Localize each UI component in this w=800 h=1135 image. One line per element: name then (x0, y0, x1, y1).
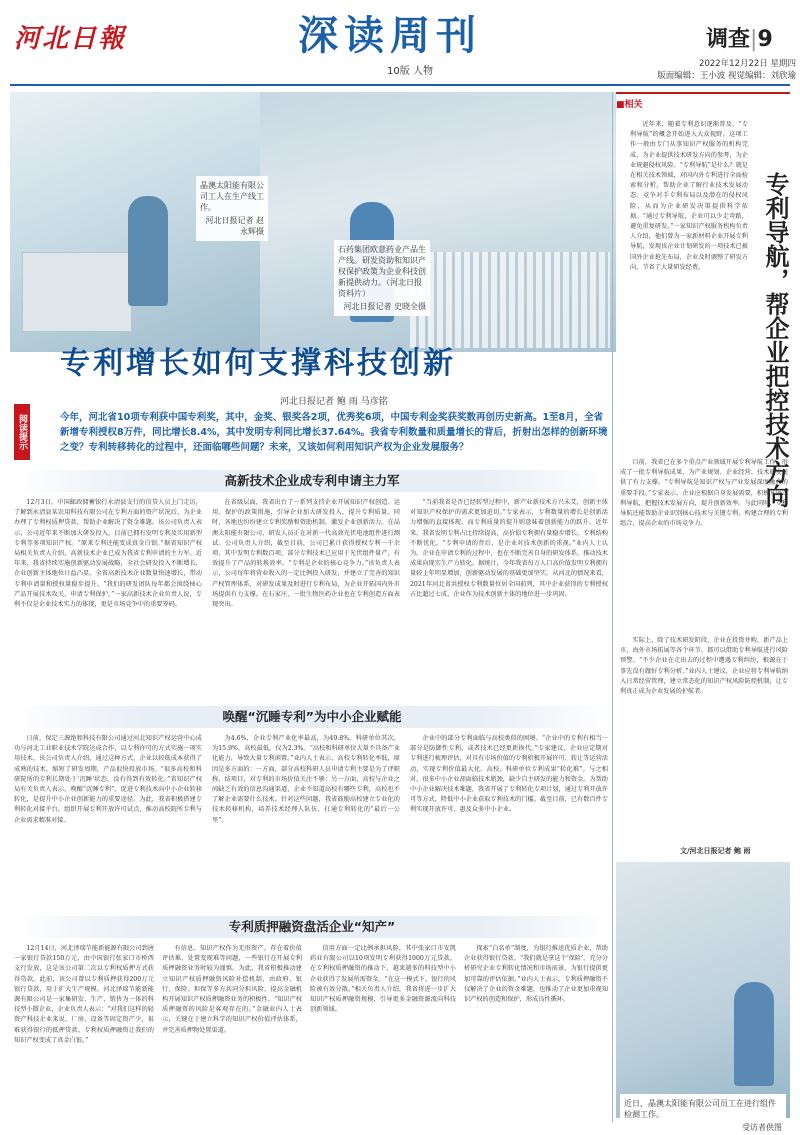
photo-machine-shape (22, 252, 132, 332)
subhead-3: 专利质押融资盘活企业“知产” (14, 916, 610, 938)
issue-date: 2022年12月22日 星期四 (699, 59, 796, 69)
related-column (620, 458, 788, 628)
column-divider (612, 92, 613, 1122)
caption-credit: 受访者供图 (742, 1123, 782, 1132)
pills-photo-caption (334, 240, 430, 316)
section-flag: 深读周刊 (298, 13, 482, 59)
photo-worker-shape (734, 982, 774, 1086)
body-column (410, 734, 608, 910)
related-paragraph: 近年来，随着专利意识逐渐普及，“专利导航”的概念开始进入大众视野。这项工作一般由专门从事知识产权服务的机构完成，为企业提供技术研发方向的参考，为企业规避侵权风险。“专利导航”是什么？就是在相关技术领域，对国内外专利进行全面检索和分析，帮助企业了解行业技术发展动态、竞争对手专利布局以及潜在的侵权风险，从而为企业研发决策提供科学依据。“通过专利导航，企业可以少走弯路，避免重复研发。”一家知识产权服务机构负责人介绍，他们曾为一家新材料企业开展专利导航，发现该企业计划研发的一项技术已被国外企业抢先布局，企业及时调整了研发方向，节省了大量研发经费。 (630, 121, 748, 271)
body-column (212, 498, 400, 702)
related-paragraph: 目前，我省已在多个重点产业领域开展专利导航工作，形成了一批专利导航成果，为产业规划、企业经营、技术研发提供了有力支撑。“专利导航是知识产权与产业发展深度融合的重要手段。”专家表示，企业应根据自身发展需要，积极开展专利导航，把握技术发展方向，提升创新效率。与此同时，专利导航还能帮助企业识别核心技术与关键专利，构建合理的专利组合，提高企业的市场竞争力。 (620, 459, 788, 528)
body-paragraph: 12月14日，河北泽瑞节能新能源有限公司到唐一家银行贷款150万元，由中国银行张家口市桥西支行发放，这是该公司第二次以专利权质押方式获得贷款。此前，该公司曾以专利质押获得200万元银行贷款，用于扩大生产规模。河北泽瑞节能新能源有限公司是一家集研发、生产、销售为一体的科技型小微企业，企业负责人表示：“对我们这样的轻资产科技企业来说，厂房、设备等固定资产少，很难获得银行的抵押贷款。专利权质押融资让我们的知识产权变成了真金白银。” (14, 945, 154, 1044)
page-number: 9 (757, 27, 773, 52)
related-tag: ■相关 (616, 100, 643, 110)
photo-pills-shape (410, 252, 610, 348)
caption-credit: 河北日报记者 赵永辉摄 (205, 216, 264, 236)
newspaper-logo: 河北日報 (14, 24, 127, 54)
body-paragraph: 企业中的部分专利面临与高校类似的困境。“企业中的专利有相当一部分是防御性专利，或者技术已经更新换代。”专家建议，企业应定期对专利进行梳理评估，对具有市场价值的专利积极开展许可、转让等运营活动，实现专利价值最大化。高校、科研单位专利成果“转化难”。与之相对，很多中小企业却面临技术瓶颈，缺少自主研发的能力和资金。为帮助中小企业解决技术难题，我省开展了专利转化专项计划，通过专利开放许可等方式，降低中小企业获取专利技术的门槛。截至目前，已有数百件专利实现开放许可，惠及众多中小企业。 (410, 735, 608, 814)
body-paragraph: 有信息。知识产权作为无形资产，存在着价值评估难、处置变现难等问题，一些银行在开展专利质押融资业务时较为谨慎。为此，我省积极推动建立知识产权质押融资风险补偿机制，由政府、银行、保险、担保等多方共同分担风险，提高金融机构开展知识产权质押融资业务的积极性。“知识产权质押融资的风险是客观存在的。”金融业内人士表示，关键在于建立科学的知识产权价值评估体系，并完善质押物处置渠道。 (162, 945, 302, 1034)
related-paragraph: 实际上，除了技术研发阶段，企业在投资并购、新产品上市、海外市场拓展等各个环节，都可以借助专利导航进行风险预警。“不少企业在走出去的过程中遭遇专利纠纷，根源在于事先没有做好专利分析。”业内人士建议，企业应将专利导航纳入日常经营管理，建立常态化的知识产权风险防控机制，让专利真正成为企业发展的护航者。 (620, 637, 788, 696)
subhead-1: 高新技术企业成专利申请主力军 (14, 470, 610, 492)
issue-editors: 版面编辑：王小波 视觉编辑：刘欣瑜 (657, 71, 796, 81)
lab-photo-caption (196, 176, 268, 241)
caption-text: 近日，晶澳太阳能有限公司员工在进行组件检测工作。 (624, 1099, 776, 1119)
caption-text: 晶澳太阳能有限公司工人在生产线工作。 (200, 181, 264, 212)
factory-photo-caption (620, 1094, 786, 1135)
issue-meta (636, 58, 796, 82)
page-separator: | (750, 27, 758, 52)
body-paragraph: 在省级层面，我省出台了一系列支持企业开展知识产权创造、运用、保护的政策措施，引导企业加大研发投入、提升专利质量。同时，各地也纷纷建立专利奖励和资助机制，激发企业创新活力。在晶澳太阳能有限公司，研发人员正在对新一代高效光伏电池组件进行测试。公司负责人介绍，截至目前，公司已累计获得授权专利一千余项，其中发明专利数百项，部分专利技术已应用于光伏组件量产，有效提升了产品的转换效率。“专利是企业的核心竞争力。”该负责人表示，公司每年将营业收入的一定比例投入研发，并建立了完善的知识产权管理体系，对研发成果及时进行专利布局，为企业开拓国内外市场提供有力支撑。在石家庄，一批生物医药企业也在专利创造方面表现突出。 (212, 499, 400, 609)
related-box (616, 92, 790, 110)
flag-subtitle: 10版 人物 (387, 66, 433, 77)
caption-credit: 河北日报记者 史晓全摄 (343, 302, 426, 311)
body-paragraph: 信用方面一定比例承担风险，其中张家口市安凯药业有限公司以10项发明专利获得1000万元贷款。在专利权质押融资的推动下，越来越多的科技型中小企业获得了发展所需资金。“在这一模式下，银行的风险被有效分散。”相关负责人介绍，我省将进一步扩大知识产权质押融资规模，引导更多金融资源流向科技创新领域。 (310, 945, 456, 1014)
related-column (630, 120, 748, 450)
caption-text: 石药集团欧意药业产品生产线。研发资助和知识产权保护政策为企业科技创新提供动力。（河北日报资料片） (338, 245, 426, 298)
body-paragraph: 为4.6%，企业专利产业化率最高，为49.8%。科研单位其次，为15.9%，高校最低，仅为2.3%。“高校和科研单位大量不具备产业化能力，导致大量专利闲置。”业内人士表示，高校专利转化率低，原因是多方面的：一方面，部分高校科研人员申请专利主要是为了评职称、结项目，对专利的市场价值关注不够；另一方面，高校与企业之间缺乏有效的信息沟通渠道，企业不知道高校有哪些专利，高校也不了解企业需要什么技术。针对这些问题，我省鼓励高校建立专业化的技术转移机构，培养技术经理人队伍，打通专利转化的“最后一公里”。 (212, 735, 400, 824)
article-byline: 河北日报记者 鲍 雨 马彦铭 (280, 397, 388, 407)
related-title: 专利导航，帮企业把控技术方向 (761, 172, 789, 508)
body-paragraph: 12月3日，中国邮政储蓄银行永清县支行的信贷人员上门走访，了解到永清县某农用科技有限公司在专利方面的资产状况后，为企业办理了专利权质押贷款，帮助企业解决了资金难题。该公司负责人表示，公司近年来不断加大研发投入，目前已拥有发明专利及实用新型专利等多项知识产权。“原来专利还能变成真金白银。”据省知识产权局相关负责人介绍，高新技术企业已成为我省专利申请的主力军。近年来，我省持续实施创新驱动发展战略，全社会研发投入不断增长，企业创新主体地位日益凸显。全省高新技术企业数量快速增长，带动专利申请量和授权量稳步提升。“我们的研发团队每年都会围绕核心产品开展技术攻关，申请专利保护。”一家高新技术企业负责人说，专利不仅是企业技术实力的体现，更是市场竞争中的重要筹码。 (14, 499, 202, 609)
masthead-rule (10, 84, 790, 86)
body-column (14, 944, 154, 1124)
related-author: 文/河北日报记者 鲍 雨 (680, 847, 751, 855)
masthead (0, 0, 800, 86)
lead-tag: 阅读提示 (14, 404, 30, 460)
factory-photo (616, 862, 790, 1118)
body-column (410, 498, 608, 702)
body-column (14, 498, 202, 702)
article-headline: 专利增长如何支撑科技创新 (60, 346, 456, 381)
body-column (464, 944, 608, 1124)
photo-worker-shape (128, 196, 168, 306)
body-paragraph: 日前，保定三源绝和科技有限公司通过河北知识产权运营中心成功与河北工业职业技术学院达成合作，以专利许可的方式实施一项实用技术。该公司负责人介绍，通过这种方式，企业以较低成本获得了成熟的技术，缩短了研发周期，产品很快投放市场。“很多高校和科研院所的专利长期处于‘沉睡’状态，没有得到有效转化。”省知识产权局有关负责人表示，唤醒“沉睡专利”，促进专利技术向中小企业转移转化，是提升中小企业创新能力的重要途径。为此，我省积极搭建专利转化对接平台，组织开展专利开放许可试点，推动高校院所专利与企业需求精准对接。 (14, 735, 202, 824)
body-paragraph: 探索“白名单”制度，为银行推送优质企业，帮助企业获得银行贷款。“我们就是拿这个‘保险’，充分分析研究企业专利转化情况和市场前景，为银行提供更加可靠的评估依据。”业内人士表示，专利质押融资不仅解决了企业的资金难题，也推动了企业更加重视知识产权的创造和保护，形成良性循环。 (464, 945, 608, 1004)
body-column (162, 944, 302, 1124)
body-column (310, 944, 456, 1124)
subhead-2: 唤醒“沉睡专利”为中小企业赋能 (14, 706, 610, 728)
body-column (14, 734, 202, 910)
related-column (620, 636, 788, 842)
article-lead: 今年，河北省10项专利获中国专利奖，其中，金奖、银奖各2项，优秀奖6项，中国专利金奖获奖数再创历史新高。1至8月，全省新增专利授权8万件，同比增长8.4%，其中发明专利同比增长37.64%。我省专利数量和质量增长的背后，折射出怎样的创新环境之变？专利转移转化的过程中，还面临哪些问题？未来，又该如何利用知识产权为企业发展服务？ (60, 412, 608, 453)
pills-photo (260, 92, 616, 352)
section-name: 调查 (706, 27, 751, 52)
body-paragraph: “当前我省是否已经转型过程中，新产业新技术方兴未艾，创新主体对知识产权保护的需求更加迫切。”专家表示，专利数量的增长是创新活力增强的直接体现，而专利质量的提升则意味着创新能力的跃升。近年来，我省发明专利占比持续提高，高价值专利拥有量稳步增长，专利结构不断优化。“专利申请的背后，是企业对技术创新的重视。”业内人士认为，企业在申请专利的过程中，也在不断完善自身的研发体系，推动技术成果向现实生产力转化。据统计，今年我省每万人口高价值发明专利拥有量较上年明显增加，创新驱动发展的基础更加坚实。从河北的情况来看，2021年河北省共授权专利数量位居全国前列，其中企业获得的专利授权占比超过七成，企业作为技术创新主体的地位进一步巩固。 (410, 499, 608, 598)
section-label (706, 22, 773, 53)
body-column (212, 734, 400, 910)
